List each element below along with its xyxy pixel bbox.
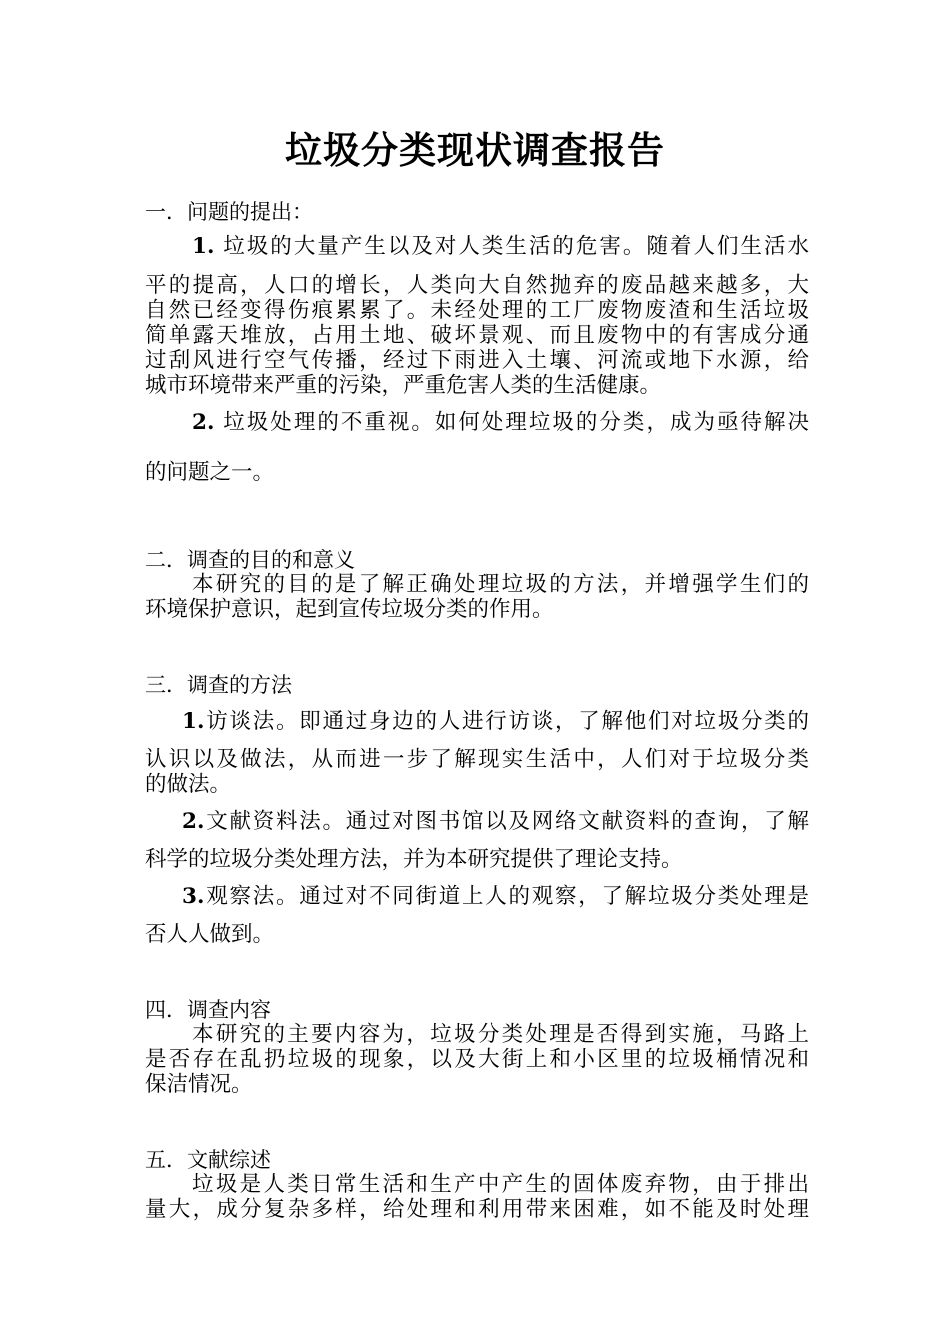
paragraph-line: 1. 垃圾的大量产生以及对人类生活的危害。随着人们生活水 [192,234,809,259]
paragraph-line: 平的提高，人口的增长，人类向大自然抛弃的废品越来越多，大 [145,273,809,298]
item-number: 1. [192,234,215,259]
paragraph-line: 3.观察法。通过对不同街道上人的观察，了解垃圾分类处理是 [182,884,809,909]
paragraph-line: 是否存在乱扔垃圾的现象，以及大街上和小区里的垃圾桶情况和 [145,1047,809,1072]
section-heading: 三．调查的方法 [145,673,292,697]
paragraph-line: 的做法。 [145,772,232,797]
paragraph-line: 量大，成分复杂多样，给处理和利用带来困难，如不能及时处理 [145,1197,809,1222]
item-number: 3. [182,884,205,909]
paragraph-line: 本研究的主要内容为，垃圾分类处理是否得到实施，马路上 [192,1022,809,1047]
paragraph-line: 本研究的目的是了解正确处理垃圾的方法，并增强学生们的 [192,572,809,597]
item-number: 1. [182,709,205,734]
paragraph-line: 认识以及做法，从而进一步了解现实生活中，人们对于垃圾分类 [145,747,809,772]
paragraph-line: 科学的垃圾分类处理方法，并为本研究提供了理论支持。 [145,847,683,872]
paragraph-line: 的问题之一。 [145,460,275,485]
paragraph-line: 1.访谈法。即通过身边的人进行访谈，了解他们对垃圾分类的 [182,709,809,734]
paragraph-line: 环境保护意识，起到宣传垃圾分类的作用。 [145,597,554,622]
section-heading: 二．调查的目的和意义 [145,548,355,572]
paragraph-line: 否人人做到。 [145,922,275,947]
item-number: 2. [192,410,215,435]
paragraph-line: 城市环境带来严重的污染，严重危害人类的生活健康。 [145,373,662,398]
section-heading: 一．问题的提出： [145,200,313,224]
item-number: 2. [182,809,205,834]
paragraph-line: 垃圾是人类日常生活和生产中产生的固体废弃物，由于排出 [192,1172,809,1197]
paragraph-line: 简单露天堆放，占用土地、破坏景观、而且废物中的有害成分通 [145,323,809,348]
paragraph-line: 2. 垃圾处理的不重视。如何处理垃圾的分类，成为亟待解决 [192,410,809,435]
paragraph-line: 保洁情况。 [145,1072,253,1097]
section-heading: 五．文献综述 [145,1148,271,1172]
paragraph-line: 自然已经变得伤痕累累了。未经处理的工厂废物废渣和生活垃圾 [145,298,809,323]
paragraph-line: 过刮风进行空气传播，经过下雨进入土壤、河流或地下水源，给 [145,348,809,373]
document-title: 垃圾分类现状调查报告 [285,128,665,172]
section-heading: 四．调查内容 [145,998,271,1022]
paragraph-line: 2.文献资料法。通过对图书馆以及网络文献资料的查询，了解 [182,809,809,834]
